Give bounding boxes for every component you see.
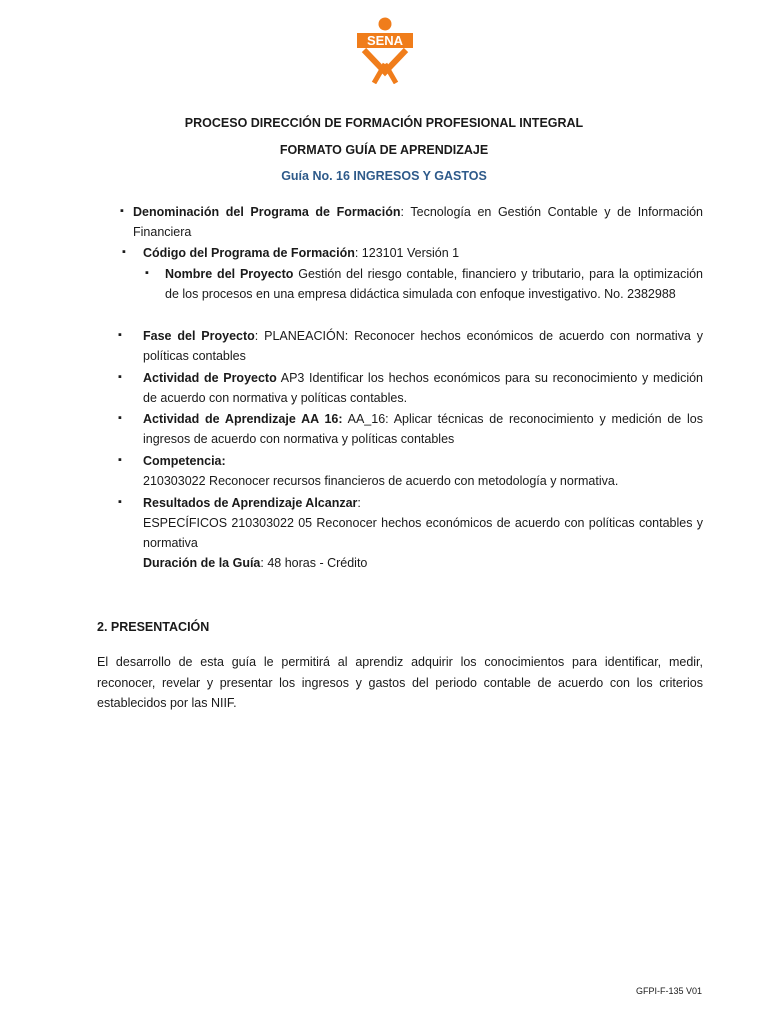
item-competencia — [143, 451, 703, 491]
guide-title: Guía No. 16 INGRESOS Y GASTOS — [281, 169, 487, 183]
item-value: : 48 horas - Crédito — [260, 556, 368, 570]
item-value: : 123101 Versión 1 — [354, 246, 460, 260]
item-label: Resultados de Aprendizaje Alcanzar — [143, 496, 358, 510]
item-value: AA_16: Aplicar técnicas de reconocimiento y medición de los ingresos de acuerdo con normativa y políticas contables — [143, 412, 703, 446]
sena-logo — [356, 16, 414, 84]
item-resultados — [143, 493, 703, 573]
item-codigo — [143, 243, 703, 263]
process-title: PROCESO DIRECCIÓN DE FORMACIÓN PROFESIONAL INTEGRAL — [184, 116, 584, 130]
bullet-icon — [122, 248, 130, 256]
item-label: Nombre del Proyecto — [165, 267, 294, 281]
item-label: Actividad de Aprendizaje AA 16: — [143, 412, 343, 426]
section-title: 2. PRESENTACIÓN — [97, 620, 210, 634]
item-value: 210303022 Reconocer recursos financieros de acuerdo con metodología y normativa. — [143, 474, 619, 488]
sena-logo-text: SENA — [366, 33, 404, 48]
item-colon: : — [357, 496, 361, 510]
bullet-icon — [120, 207, 128, 215]
item-label: Código del Programa de Formación — [143, 246, 355, 260]
bullet-icon — [118, 331, 126, 339]
item-value: AP3 Identificar los hechos económicos para su reconocimiento y medición de acuerdo con normativa y políticas contables. — [143, 371, 704, 405]
presentation-paragraph: El desarrollo de esta guía le permitirá al aprendiz adquirir los conocimientos para identificar, medir, reconocer, revelar y presentar los ingresos y gastos del periodo contable de acuerdo con los criterios establecidos por las NIIF. — [97, 655, 703, 710]
item-label: Duración de la Guía — [143, 556, 261, 570]
item-label: Fase del Proyecto — [143, 329, 255, 343]
bullet-icon — [118, 414, 126, 422]
item-value: ESPECÍFICOS 210303022 05 Reconocer hechos económicos de acuerdo con políticas contables y normativa — [143, 516, 703, 550]
bullet-icon — [145, 269, 153, 277]
bullet-icon — [118, 456, 126, 464]
item-label: Actividad de Proyecto — [143, 371, 277, 385]
item-value: : PLANEACIÓN: Reconocer hechos económicos de acuerdo con normativa y políticas contables — [143, 329, 703, 363]
sena-logo-icon — [356, 16, 414, 84]
item-actividad-proyecto — [143, 368, 703, 408]
item-value: : Tecnología en Gestión Contable y de Información Financiera — [133, 205, 704, 239]
item-denominacion — [133, 202, 703, 242]
item-proyecto — [165, 264, 703, 304]
item-value: Gestión del riesgo contable, financiero y tributario, para la optimización de los procesos en una empresa didáctica simulada con enfoque investigativo. No. 2382988 — [165, 267, 703, 301]
bullet-icon — [118, 498, 126, 506]
item-actividad-aprendizaje — [143, 409, 703, 449]
bullet-icon — [118, 373, 126, 381]
item-label: Denominación del Programa de Formación — [133, 205, 401, 219]
item-fase — [143, 326, 703, 366]
item-label: Competencia: — [143, 454, 226, 468]
footer-code: GFPI-F-135 V01 — [635, 986, 702, 996]
format-title: FORMATO GUÍA DE APRENDIZAJE — [279, 143, 489, 157]
